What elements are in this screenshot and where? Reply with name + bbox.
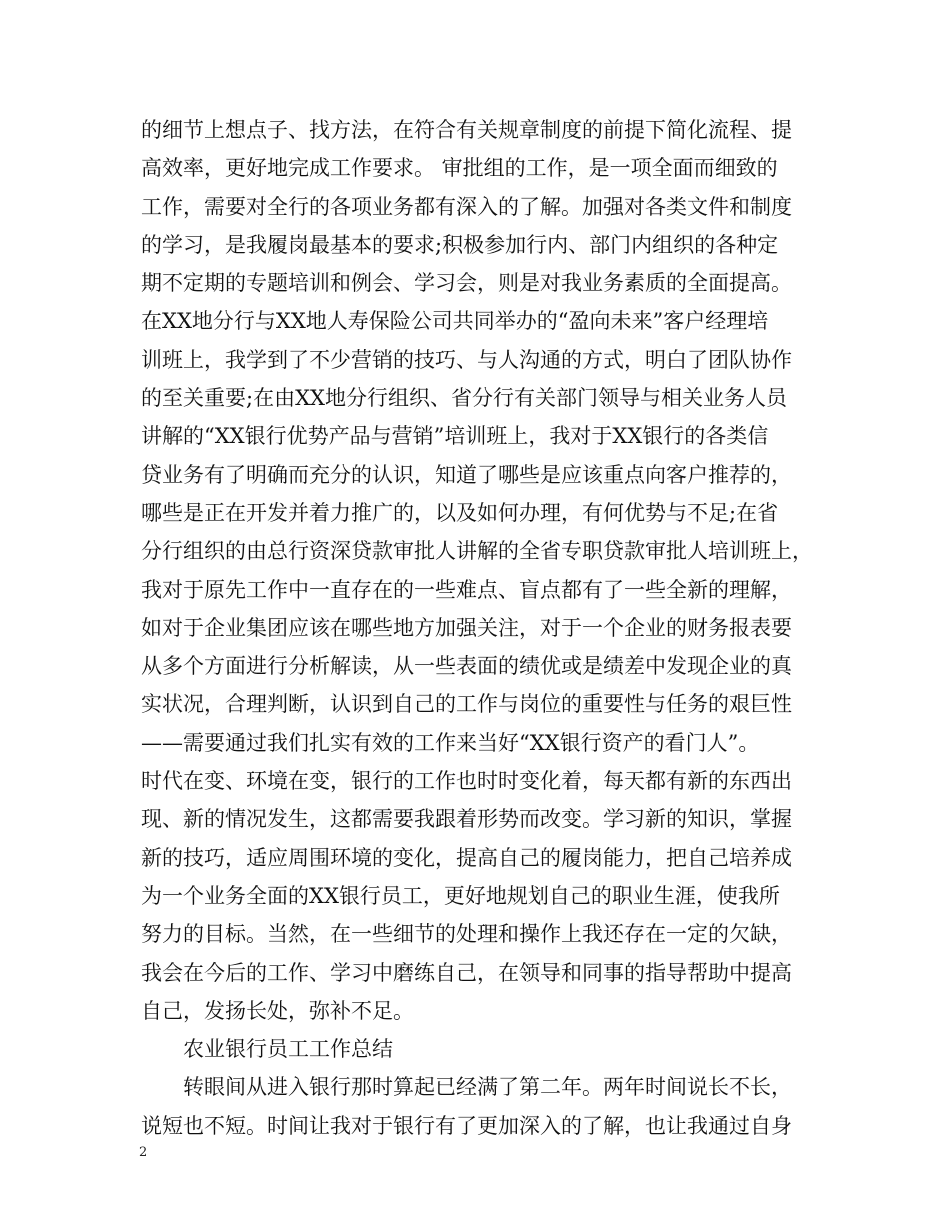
body-line: ——需要通过我们扎实有效的工作来当好“XX银行资产的看门人”。: [141, 730, 760, 755]
section-heading: 农业银行员工工作总结: [183, 1037, 393, 1062]
body-line: 的学习，是我履岗最基本的要求;积极参加行内、部门内组织的各种定: [141, 232, 779, 257]
body-line: 贷业务有了明确而充分的认识，知道了哪些是应该重点向客户推荐的，: [141, 462, 792, 487]
body-line: 为一个业务全面的XX银行员工，更好地规划自己的职业生涯，使我所: [141, 883, 780, 908]
body-line: 新的技巧，适应周围环境的变化，提高自己的履岗能力，把自己培养成: [141, 845, 792, 870]
body-line: 从多个方面进行分析解读，从一些表面的绩优或是绩差中发现企业的真: [141, 654, 792, 679]
body-line: 在XX地分行与XX地人寿保险公司共同举办的“盈向未来”客户经理培: [141, 309, 769, 334]
body-line: 训班上，我学到了不少营销的技巧、与人沟通的方式，明白了团队协作: [141, 347, 792, 372]
body-line: 说短也不短。时间让我对于银行有了更加深入的了解，也让我通过自身: [141, 1113, 792, 1138]
body-line: 现、新的情况发生，这都需要我跟着形势而改变。学习新的知识，掌握: [141, 807, 792, 832]
body-line: 分行组织的由总行资深贷款审批人讲解的全省专职贷款审批人培训班上，: [141, 539, 813, 564]
body-line: 的至关重要;在由XX地分行组织、省分行有关部门领导与相关业务人员: [141, 386, 787, 411]
body-line: 如对于企业集团应该在哪些地方加强关注，对于一个企业的财务报表要: [141, 615, 792, 640]
body-line: 我会在今后的工作、学习中磨练自己，在领导和同事的指导帮助中提高: [141, 960, 792, 985]
document-body: [141, 111, 821, 1145]
body-line: 努力的目标。当然，在一些细节的处理和操作上我还存在一定的欠缺，: [141, 922, 792, 947]
body-line: 期不定期的专题培训和例会、学习会，则是对我业务素质的全面提高。: [141, 271, 792, 296]
body-line: 转眼间从进入银行那时算起已经满了第二年。两年时间说长不长，: [183, 1075, 792, 1100]
body-line: 我对于原先工作中一直存在的一些难点、盲点都有了一些全新的理解，: [141, 577, 792, 602]
body-line: 哪些是正在开发并着力推广的，以及如何办理，有何优势与不足;在省: [141, 500, 779, 525]
body-line: 讲解的“XX银行优势产品与营销”培训班上，我对于XX银行的各类信: [141, 424, 769, 449]
body-line: 工作，需要对全行的各项业务都有深入的了解。加强对各类文件和制度: [141, 194, 792, 219]
body-line: 时代在变、环境在变，银行的工作也时时变化着，每天都有新的东西出: [141, 769, 792, 794]
body-line: 实状况，合理判断，认识到自己的工作与岗位的重要性与任务的艰巨性: [141, 692, 792, 717]
page-number: 2: [139, 1145, 148, 1160]
body-line: 的细节上想点子、找方法，在符合有关规章制度的前提下简化流程、提: [141, 118, 792, 142]
body-line: 自己，发扬长处，弥补不足。: [141, 998, 414, 1023]
body-line: 高效率，更好地完成工作要求。 审批组的工作，是一项全面而细致的: [141, 156, 778, 181]
